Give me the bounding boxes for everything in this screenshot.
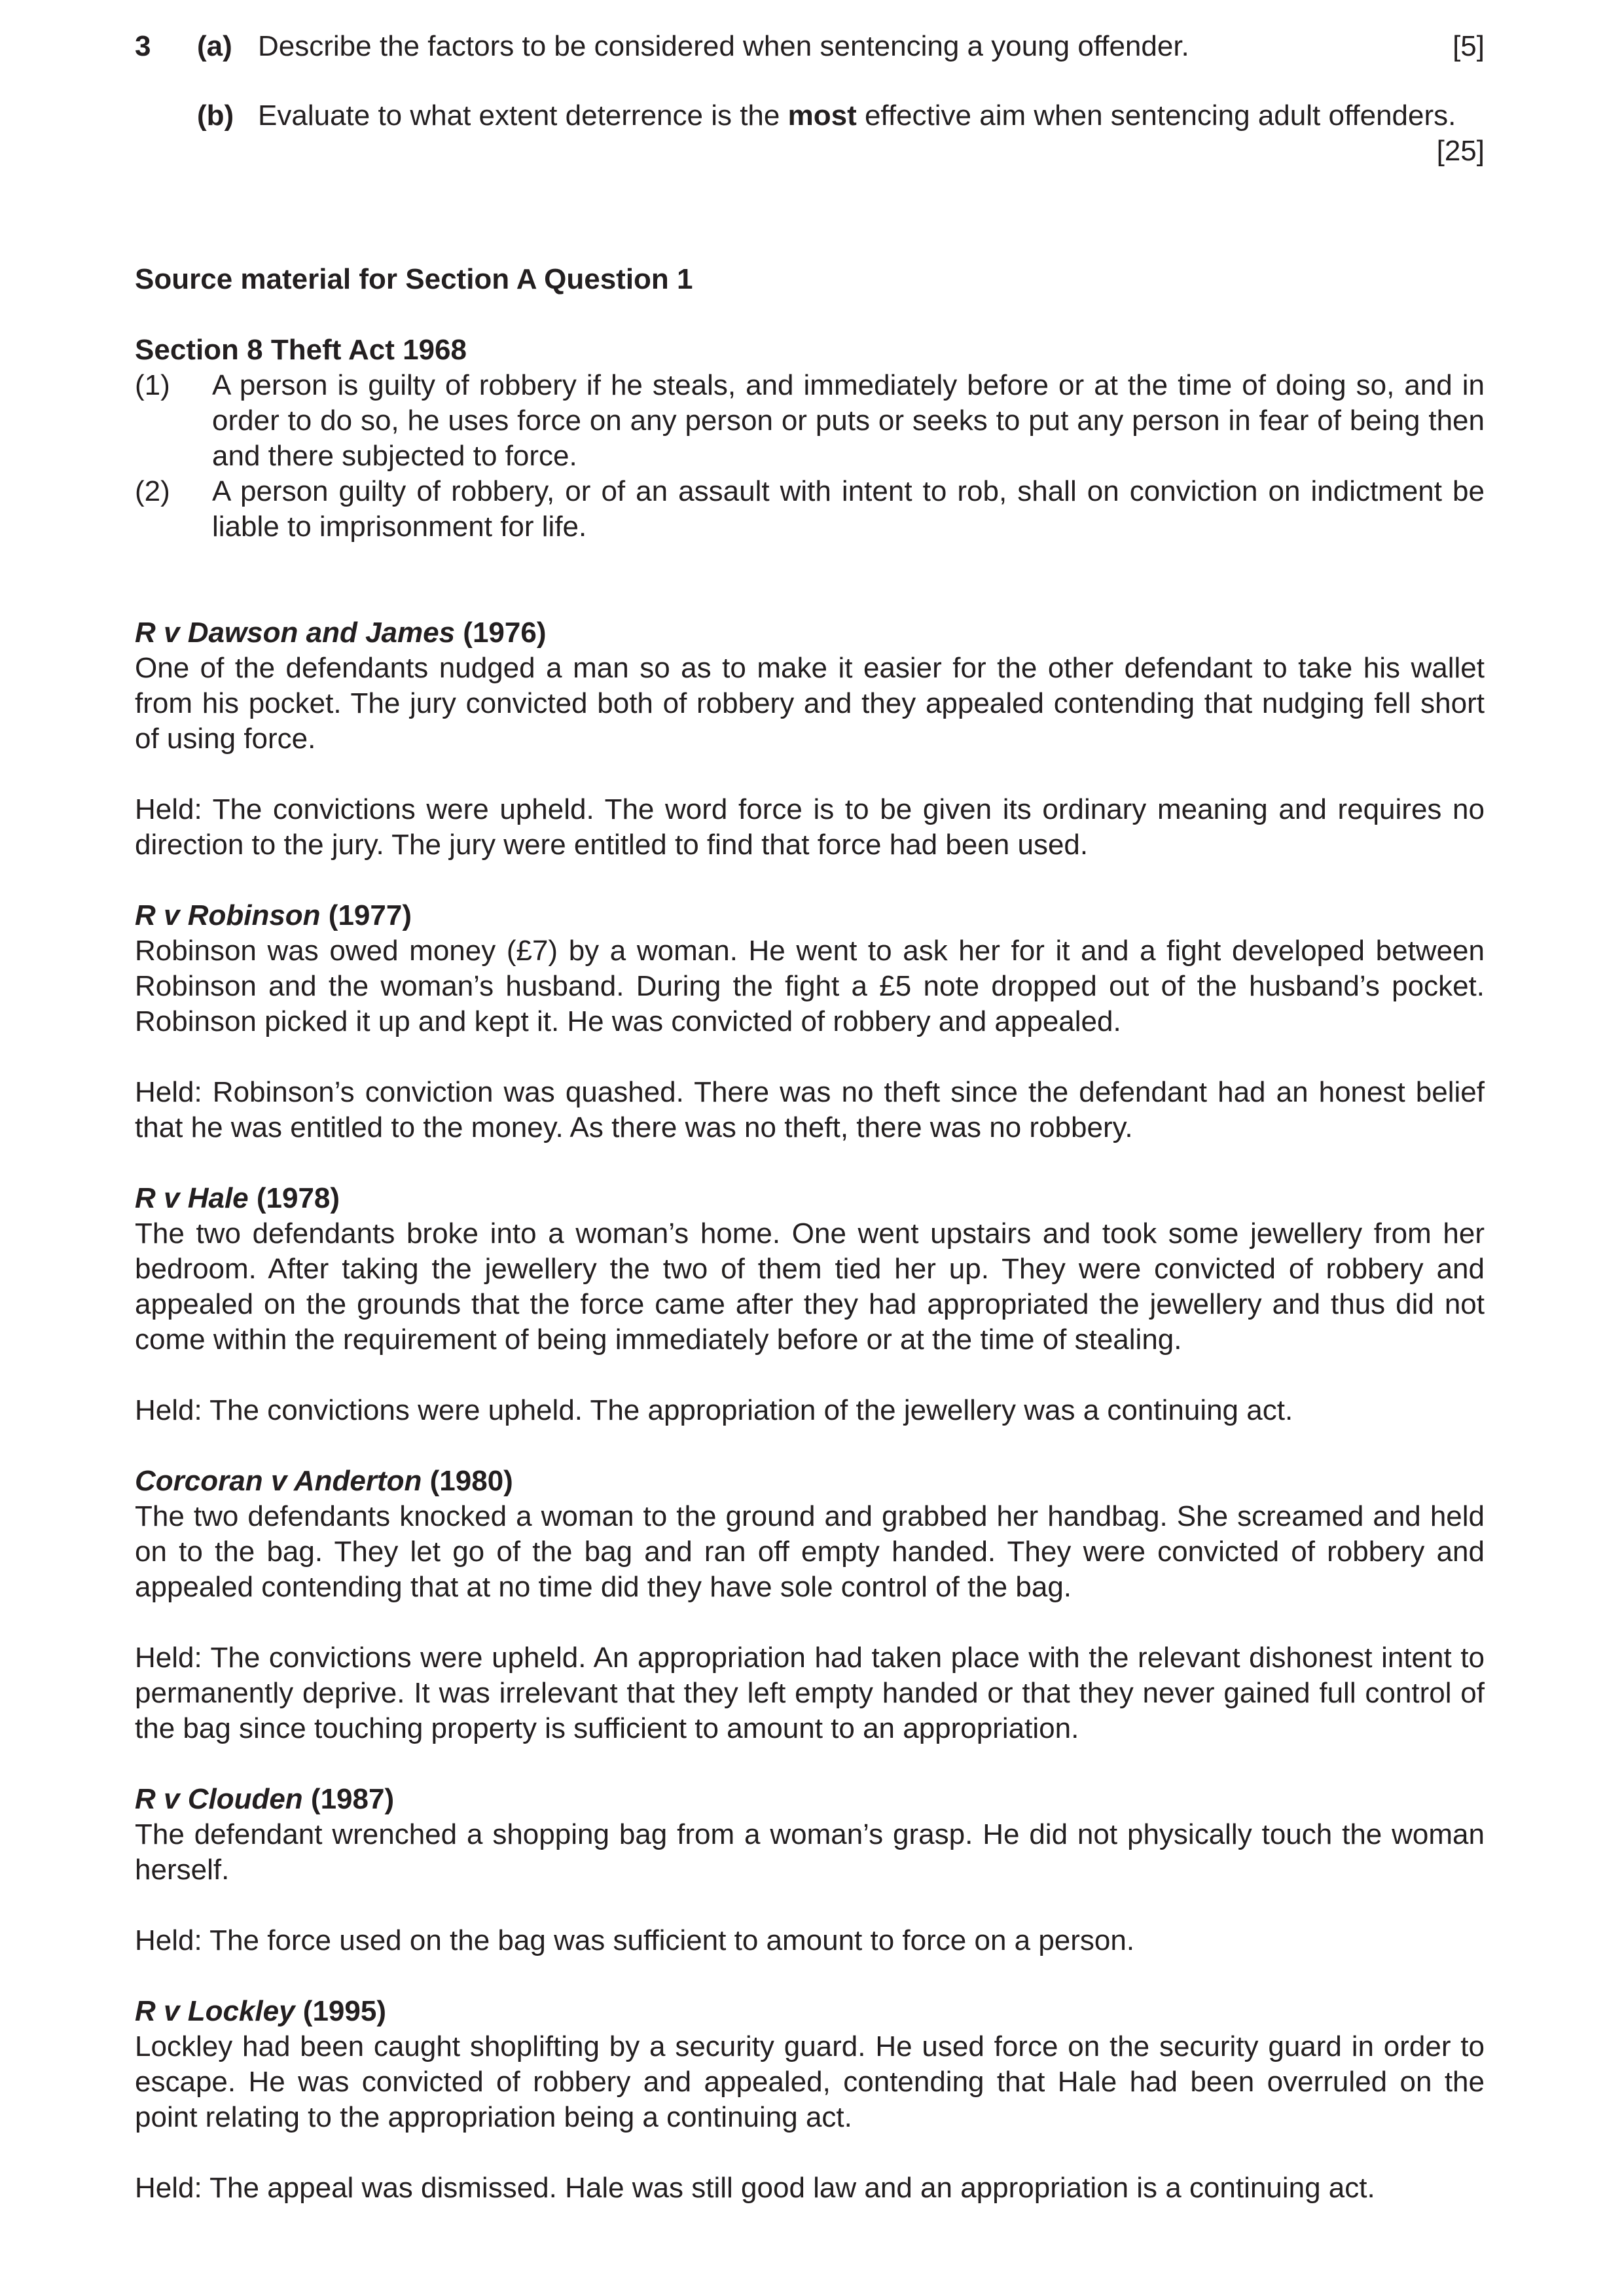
case-year: (1995) xyxy=(295,1995,386,2027)
clause-number: (1) xyxy=(135,369,170,401)
case-title xyxy=(135,1181,1485,1216)
case-name: Corcoran v Anderton xyxy=(135,1465,422,1497)
part-b-text-after: effective aim when sentencing adult offenders. xyxy=(856,99,1456,132)
case-entry xyxy=(135,615,1485,863)
case-title xyxy=(135,898,1485,933)
part-a-text: Describe the factors to be considered when sentencing a young offender. xyxy=(258,30,1189,62)
case-name: R v Lockley xyxy=(135,1995,295,2027)
part-b-text-emphasis: most xyxy=(787,99,857,132)
case-name: R v Clouden xyxy=(135,1783,303,1815)
case-entry xyxy=(135,1181,1485,1428)
case-facts: The two defendants broke into a woman’s home. One went upstairs and took some jewellery from her bedroom. After taking the jewellery the two of them tied her up. They were convicted of robbery and appealed on the grounds that the force came after they had appropriated the jewellery and thus did not come within the requirement of being immediately before or at the time of stealing. xyxy=(135,1217,1485,1356)
case-held: Held: Robinson’s conviction was quashed. There was no theft since the defendant had an honest belief that he was entitled to the money. As there was no theft, there was no robbery. xyxy=(135,1076,1485,1144)
part-b-text-before: Evaluate to what extent deterrence is the xyxy=(258,99,788,132)
case-title xyxy=(135,1464,1485,1499)
part-a-label: (a) xyxy=(197,30,232,62)
question-3b xyxy=(135,98,1485,169)
case-facts: One of the defendants nudged a man so as to make it easier for the other defendant to take his wallet from his pocket. The jury convicted both of robbery and they appealed contending that nudging fell short of using force. xyxy=(135,652,1485,755)
case-title xyxy=(135,1994,1485,2029)
clause-text: A person guilty of robbery, or of an assault with intent to rob, shall on conviction on indictment be liable to imprisonment for life. xyxy=(212,475,1485,543)
case-facts: The two defendants knocked a woman to the ground and grabbed her handbag. She screamed and held on to the bag. They let go of the bag and ran off empty handed. They were convicted of robbery and appealed contending that at no time did they have sole control of the bag. xyxy=(135,1500,1485,1603)
part-a-marks: [5] xyxy=(1453,30,1485,62)
case-name: R v Robinson xyxy=(135,899,321,931)
statute-clause xyxy=(135,474,1485,545)
case-held: Held: The force used on the bag was sufficient to amount to force on a person. xyxy=(135,1924,1135,1956)
case-year: (1978) xyxy=(248,1182,340,1214)
case-title xyxy=(135,1782,1485,1817)
case-held: Held: The convictions were upheld. An appropriation had taken place with the relevant dishonest intent to permanently deprive. It was irrelevant that they left empty handed or that they never gained full control of the bag since touching property is sufficient to amount to an appropriation. xyxy=(135,1642,1485,1744)
case-name: R v Hale xyxy=(135,1182,249,1214)
case-year: (1976) xyxy=(455,617,547,649)
case-entry xyxy=(135,1464,1485,1746)
case-year: (1977) xyxy=(320,899,412,931)
case-title xyxy=(135,615,1485,651)
exam-page xyxy=(135,29,1485,2206)
case-held: Held: The convictions were upheld. The appropriation of the jewellery was a continuing act. xyxy=(135,1394,1293,1426)
part-b-label: (b) xyxy=(197,99,234,132)
clause-number: (2) xyxy=(135,475,170,507)
case-facts: Lockley had been caught shoplifting by a security guard. He used force on the security guard in order to escape. He was convicted of robbery and appealed, contending that Hale had been overruled on the point relating to the appropriation being a continuing act. xyxy=(135,2030,1485,2133)
case-held: Held: The appeal was dismissed. Hale was still good law and an appropriation is a continuing act. xyxy=(135,2172,1375,2204)
case-year: (1980) xyxy=(422,1465,513,1497)
part-b-text xyxy=(258,98,1456,134)
case-name: R v Dawson and James xyxy=(135,617,456,649)
statute-heading: Section 8 Theft Act 1968 xyxy=(135,334,467,366)
case-facts: The defendant wrenched a shopping bag from a woman’s grasp. He did not physically touch the woman herself. xyxy=(135,1818,1485,1886)
case-year: (1987) xyxy=(302,1783,395,1815)
clause-text: A person is guilty of robbery if he steals, and immediately before or at the time of doing so, and in order to do so, he uses force on any person or puts or seeks to put any person in fear of being then and there subjected to force. xyxy=(212,369,1485,472)
case-held: Held: The convictions were upheld. The word force is to be given its ordinary meaning and requires no direction to the jury. The jury were entitled to find that force had been used. xyxy=(135,793,1485,861)
case-facts: Robinson was owed money (£7) by a woman. He went to ask her for it and a fight developed between Robinson and the woman’s husband. During the fight a £5 note dropped out of the husband’s pocket. Robinson picked it up and kept it. He was convicted of robbery and appealed. xyxy=(135,935,1485,1037)
question-number: 3 xyxy=(135,30,151,62)
statute-clause xyxy=(135,368,1485,474)
case-entry xyxy=(135,1994,1485,2206)
case-entry xyxy=(135,898,1485,1145)
question-3a xyxy=(135,29,1485,64)
case-entry xyxy=(135,1782,1485,1958)
part-b-marks: [25] xyxy=(1436,135,1485,167)
source-heading: Source material for Section A Question 1 xyxy=(135,263,693,295)
